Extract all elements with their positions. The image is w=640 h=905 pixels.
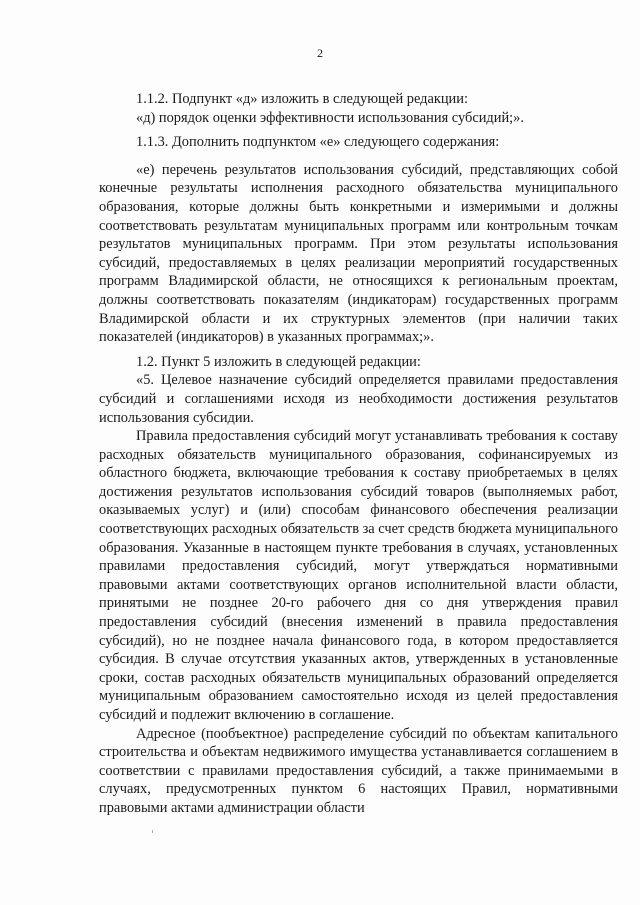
page-number: 2 — [317, 46, 323, 60]
paragraph-point-5-text: «5. Целевое назначение субсидий определяется правилами предоставления субсидий и соглашениями исходя из необходимости достижения результатов использования субсидии. — [99, 372, 618, 426]
paragraph-1-1-3-heading: 1.1.3. Дополнить подпунктом «е» следующего содержания: — [136, 134, 500, 151]
paragraph-address-distribution: Адресное (пообъектное) распределение субсидий по объектам капитального строительства и объектам недвижимого имущества устанавливается соглашением в соответствии с правилами предоставления субсидий, а также принимаемыми в случаях, предусмотренных пунктом 6 настоящих Правил, нормативными правовыми актами администрации области — [99, 725, 618, 816]
paragraph-1-1-2-text: «д) порядок оценки эффективности использования субсидий;». — [136, 109, 524, 126]
paragraph-1-2-heading: 1.2. Пункт 5 изложить в следующей редакции: — [136, 353, 421, 370]
paragraph-1-1-3-text: «е) перечень результатов использования субсидий, представляющих собой конечные результаты исполнения расходного обязательства муниципального образования, которые должны быть конкретными и измеримыми и должны соответствовать результатам муниципальных программ или контрольным точкам результатов муниципальных программ. При этом результаты использования субсидий, предоставляемых в целях реализации мероприятий государственных программ Владимирской области, не относящихся к региональным проектам, должны соответствовать показателям (индикаторам) государственных программ Владимирской области и их структурных элементов (при наличии таких показателей (индикаторов) в указанных программах;». — [99, 161, 618, 346]
paragraph-requirements: Правила предоставления субсидий могут устанавливать требования к составу расходных обязательств муниципального образования, софинансируемых из областного бюджета, включающие требования к составу приобретаемых в целях достижения результатов использования субсидий товаров (выполняемых работ, оказываемых услуг) и (или) способам финансового обеспечения реализации соответствующих расходных обязательств за счет средств бюджета муниципального образования. Указанные в настоящем пункте требования в случаях, установленных правилами предоставления субсидий, могут утверждаться нормативными правовыми актами соответствующих органов исполнительной власти области, принятыми не позднее 20-го рабочего дня со дня утверждения правил предоставления субсидий (внесения изменений в правила предоставления субсидий), но не позднее начала финансового года, в котором предоставляется субсидия. В случае отсутствия указанных актов, утвержденных в установленные сроки, состав расходных обязательств муниципальных образований определяется муниципальным образованием самостоятельно исходя из целей предоставления субсидий и подлежит включению в соглашение. — [99, 428, 619, 723]
scan-speck — [152, 830, 153, 833]
document-body — [99, 90, 618, 818]
paragraph-1-1-2-heading: 1.1.2. Подпункт «д» изложить в следующей редакции: — [136, 91, 468, 107]
